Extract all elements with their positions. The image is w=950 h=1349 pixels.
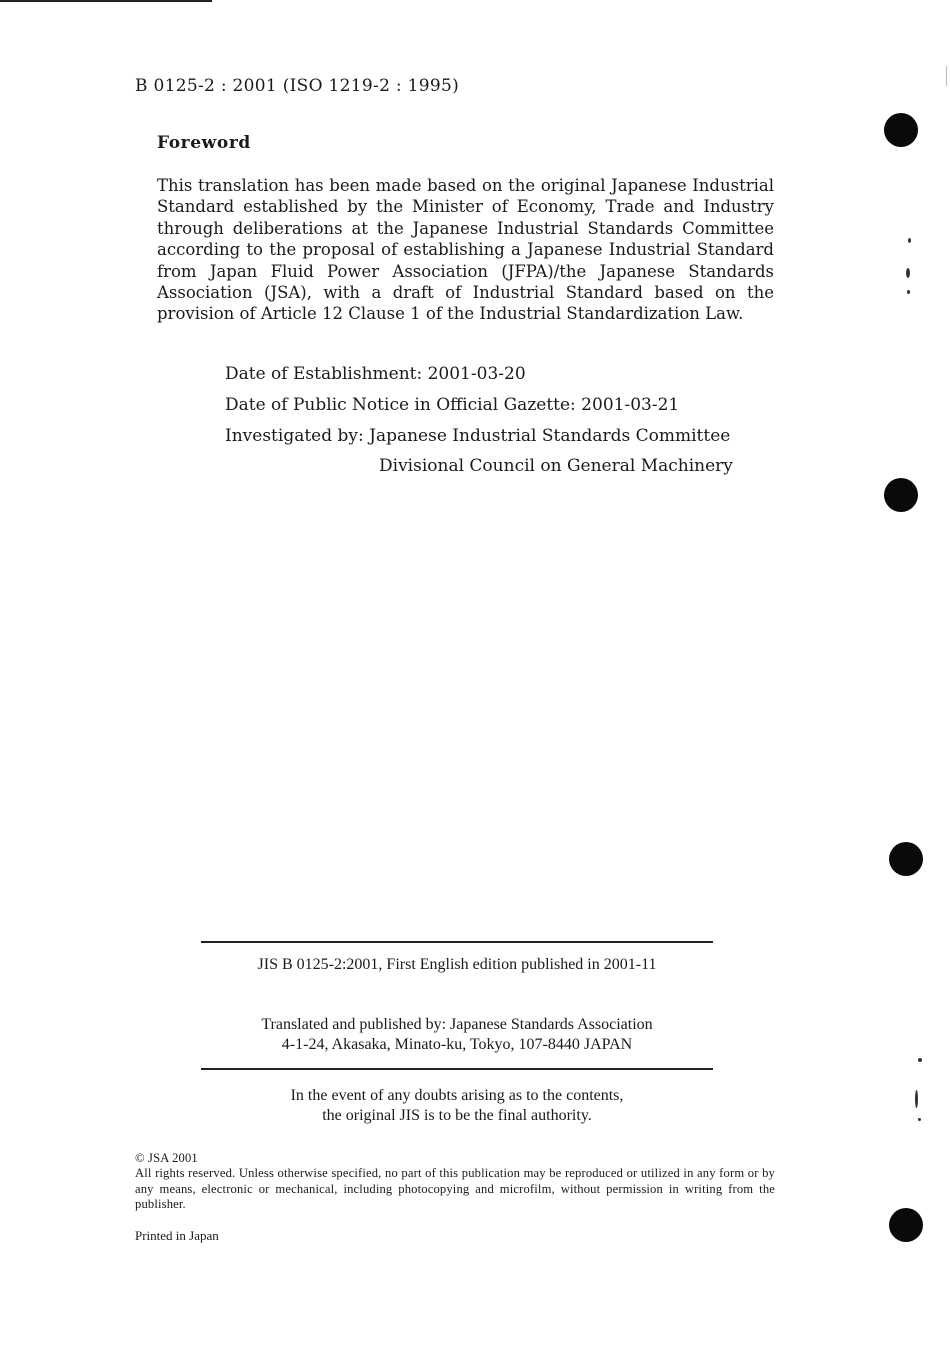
investigating-council: Divisional Council on General Machinery: [379, 456, 733, 476]
scan-speck: [906, 268, 910, 278]
punch-hole: [884, 113, 918, 147]
authority-note: [201, 1086, 713, 1126]
scan-edge-mark: [946, 66, 947, 86]
document-id: B 0125-2 : 2001 (ISO 1219-2 : 1995): [135, 76, 460, 96]
publisher-address: 4-1-24, Akasaka, Minato-ku, Tokyo, 107-8440 JAPAN: [281, 1036, 633, 1053]
investigated-by: Investigated by: Japanese Industrial Standards Committee: [225, 426, 731, 446]
punch-hole: [889, 842, 923, 876]
punch-hole: [889, 1208, 923, 1242]
printed-in: Printed in Japan: [135, 1228, 219, 1243]
authority-line-2: the original JIS is to be the final authority.: [322, 1107, 592, 1124]
foreword-body: This translation has been made based on the original Japanese Industrial Standard established by the Minister of Economy, Trade and Industry through deliberations at the Japanese Industrial Standards Committee according to the proposal of establishing a Japanese Industrial Standard from Japan Fluid Power Association (JFPA)/the Japanese Standards Association (JSA), with a draft of Industrial Standard based on the provision of Article 12 Clause 1 of the Industrial Standardization Law.: [157, 176, 774, 324]
foreword-heading: Foreword: [157, 133, 251, 153]
top-edge-rule: [0, 0, 212, 2]
divider-bottom: [201, 1068, 713, 1070]
scan-speck: [918, 1118, 921, 1121]
date-of-public-notice: Date of Public Notice in Official Gazette: 2001-03-21: [225, 395, 680, 415]
scan-speck: [907, 290, 910, 294]
authority-line-1: In the event of any doubts arising as to the contents,: [290, 1087, 624, 1104]
divider-top: [201, 941, 713, 943]
copyright-block: [135, 1151, 775, 1212]
publisher-block: [201, 1015, 713, 1055]
rights-statement: All rights reserved. Unless otherwise specified, no part of this publication may be reproduced or utilized in any form or by any means, electronic or mechanical, including photocopying and microfilm, without permission in writing from the publisher.: [135, 1166, 775, 1211]
scan-speck: [918, 1058, 922, 1062]
copyright-notice: © JSA 2001: [135, 1151, 198, 1165]
date-of-establishment: Date of Establishment: 2001-03-20: [225, 364, 526, 384]
edition-statement: JIS B 0125-2:2001, First English edition published in 2001-11: [257, 956, 657, 973]
scan-speck: [908, 238, 911, 243]
publisher-line: Translated and published by: Japanese Standards Association: [261, 1016, 653, 1033]
punch-hole: [884, 478, 918, 512]
scan-speck: [915, 1090, 918, 1108]
